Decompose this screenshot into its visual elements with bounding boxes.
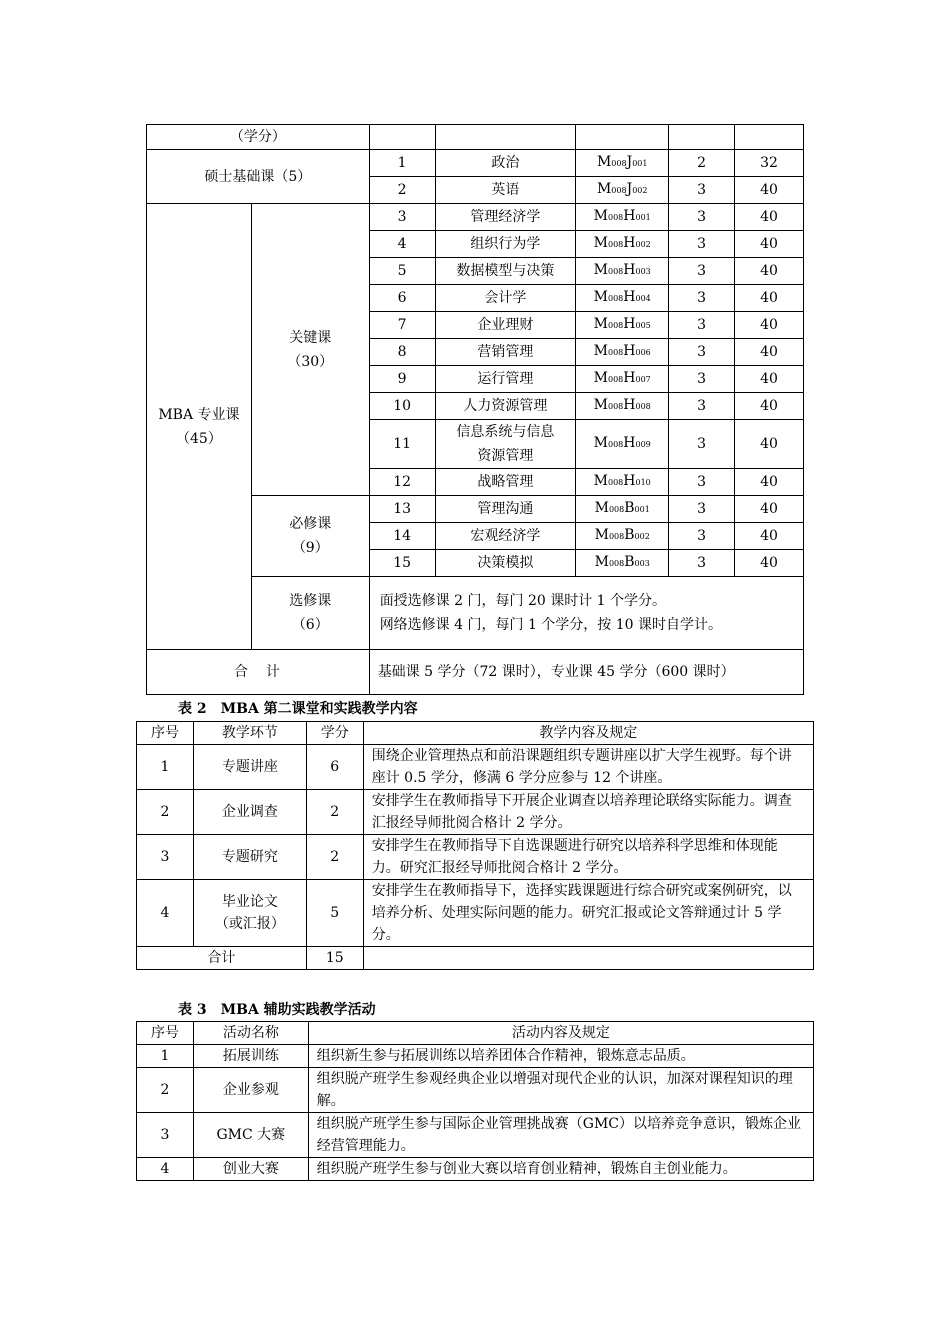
code-letter: H <box>623 435 636 451</box>
empty-cell <box>576 125 669 150</box>
section-credit: 2 <box>306 835 363 880</box>
course-name: 政治 <box>435 150 576 177</box>
elective-line: 网络选修课 4 门，每门 1 个学分，按 10 课时自学计。 <box>379 617 723 633</box>
course-hours: 40 <box>735 339 804 366</box>
code-sub: 001 <box>632 159 648 168</box>
column-header: 教学内容及规定 <box>363 722 813 745</box>
code-sub: 008 <box>608 375 624 384</box>
course-name: 宏观经济学 <box>435 523 576 550</box>
course-code <box>576 393 669 420</box>
course-name: 决策模拟 <box>435 550 576 577</box>
code-sub: 008 <box>608 532 625 541</box>
course-code <box>576 312 669 339</box>
table-row <box>137 835 814 880</box>
activity-content: 组织脱产班学生参观经典企业以增强对现代企业的认识，加深对课程知识的理解。 <box>308 1068 813 1113</box>
section-name: 专题研究 <box>193 835 306 880</box>
code-sub: 001 <box>634 505 650 514</box>
code-letter: H <box>623 262 636 278</box>
section-content: 围绕企业管理热点和前沿课题组织专题讲座以扩大学生视野。每个讲座计 0.5 学分，修满 6 学分应参与 12 个讲座。 <box>363 745 813 790</box>
mba-course-label <box>147 204 252 650</box>
activity-name: 拓展训练 <box>193 1045 308 1068</box>
course-no: 9 <box>369 366 435 393</box>
code-sub: 008 <box>608 267 624 276</box>
row-no: 1 <box>137 1045 194 1068</box>
course-credit: 3 <box>669 420 735 469</box>
course-name: 人力资源管理 <box>435 393 576 420</box>
course-hours: 40 <box>735 285 804 312</box>
code-letter: M <box>593 435 608 451</box>
code-letter: M <box>593 397 608 413</box>
code-letter: M <box>594 500 609 516</box>
code-sub: 001 <box>635 213 651 222</box>
course-hours: 40 <box>735 496 804 523</box>
elective-label-line: （6） <box>291 617 329 633</box>
key-label-line: 关键课 <box>289 329 332 346</box>
course-credit: 2 <box>669 150 735 177</box>
course-no: 10 <box>369 393 435 420</box>
course-name <box>435 420 576 469</box>
course-name: 营销管理 <box>435 339 576 366</box>
table-row <box>147 150 804 177</box>
practice-teaching-table <box>136 721 814 970</box>
column-header: 学分 <box>306 722 363 745</box>
table-row <box>137 790 814 835</box>
activity-name: GMC 大赛 <box>193 1113 308 1158</box>
course-no: 1 <box>369 150 435 177</box>
mba-label-line: （45） <box>176 430 222 447</box>
course-hours: 40 <box>735 523 804 550</box>
course-credit: 3 <box>669 312 735 339</box>
code-letter: J <box>626 154 633 170</box>
course-no: 13 <box>369 496 435 523</box>
course-no: 11 <box>369 420 435 469</box>
table-row <box>147 204 804 231</box>
course-code <box>576 523 669 550</box>
empty-cell <box>735 125 804 150</box>
course-name: 战略管理 <box>435 469 576 496</box>
code-letter: H <box>623 370 636 386</box>
row-no: 4 <box>137 880 194 947</box>
empty-cell <box>363 947 813 970</box>
course-code <box>576 285 669 312</box>
column-header: 序号 <box>137 1022 194 1045</box>
total-description: 基础课 5 学分（72 课时），专业课 45 学分（600 课时） <box>369 650 803 695</box>
course-name-line: 信息系统与信息 <box>456 424 555 440</box>
course-credit: 3 <box>669 258 735 285</box>
course-code <box>576 550 669 577</box>
code-sub: 008 <box>608 321 624 330</box>
course-credit: 3 <box>669 496 735 523</box>
total-credit: 15 <box>306 947 363 970</box>
course-hours: 40 <box>735 204 804 231</box>
course-credit: 3 <box>669 339 735 366</box>
row-no: 2 <box>137 790 194 835</box>
key-label-line: （30） <box>287 353 334 370</box>
row-no: 3 <box>137 835 194 880</box>
header-credit-cell: （学分） <box>147 125 370 150</box>
section-credit: 5 <box>306 880 363 947</box>
section-name-line: （或汇报） <box>214 916 285 932</box>
table3-caption: 表 3 MBA 辅助实践教学活动 <box>178 1002 376 1018</box>
code-letter: M <box>593 289 608 305</box>
code-sub: 004 <box>635 294 651 303</box>
course-code <box>576 177 669 204</box>
section-name <box>193 880 306 947</box>
code-letter: M <box>593 473 608 489</box>
course-no: 7 <box>369 312 435 339</box>
required-label-line: 必修课 <box>289 516 332 532</box>
course-credit: 3 <box>669 523 735 550</box>
course-no: 14 <box>369 523 435 550</box>
code-letter: M <box>594 554 609 570</box>
empty-cell <box>669 125 735 150</box>
row-no: 1 <box>137 745 194 790</box>
required-label-line: （9） <box>291 540 329 556</box>
course-code <box>576 258 669 285</box>
course-code <box>576 420 669 469</box>
code-sub: 008 <box>608 478 624 487</box>
table-row <box>147 650 804 695</box>
code-sub: 008 <box>608 505 625 514</box>
elective-line: 面授选修课 2 门，每门 20 课时计 1 个学分。 <box>379 593 667 609</box>
course-no: 2 <box>369 177 435 204</box>
row-no: 3 <box>137 1113 194 1158</box>
code-letter: H <box>623 316 636 332</box>
course-no: 4 <box>369 231 435 258</box>
empty-cell <box>435 125 576 150</box>
code-sub: 002 <box>632 186 648 195</box>
code-sub: 008 <box>611 186 627 195</box>
table-row <box>137 1068 814 1113</box>
code-letter: H <box>623 397 636 413</box>
code-sub: 009 <box>635 440 651 449</box>
course-credit: 3 <box>669 550 735 577</box>
code-letter: B <box>624 500 635 516</box>
key-course-label <box>251 204 369 496</box>
course-hours: 40 <box>735 393 804 420</box>
code-sub: 008 <box>608 559 625 568</box>
column-header: 活动名称 <box>193 1022 308 1045</box>
section-content: 安排学生在教师指导下开展企业调查以培养理论联络实际能力。调查汇报经导师批阅合格计 2 学分。 <box>363 790 813 835</box>
table-row <box>137 1045 814 1068</box>
course-hours: 32 <box>735 150 804 177</box>
course-name-line: 资源管理 <box>477 448 534 464</box>
code-letter: H <box>623 473 636 489</box>
elective-course-label <box>251 577 369 650</box>
column-header: 教学环节 <box>193 722 306 745</box>
row-no: 2 <box>137 1068 194 1113</box>
activity-content: 组织新生参与拓展训练以培养团体合作精神，锻炼意志品质。 <box>308 1045 813 1068</box>
table-header-row <box>137 722 814 745</box>
row-no: 4 <box>137 1158 194 1181</box>
course-no: 3 <box>369 204 435 231</box>
course-code <box>576 469 669 496</box>
table-row <box>137 880 814 947</box>
course-code <box>576 204 669 231</box>
course-no: 15 <box>369 550 435 577</box>
code-sub: 010 <box>635 478 651 487</box>
auxiliary-activities-table <box>136 1021 814 1181</box>
course-name: 英语 <box>435 177 576 204</box>
section-name: 企业调查 <box>193 790 306 835</box>
code-sub: 007 <box>635 375 651 384</box>
section-credit: 2 <box>306 790 363 835</box>
course-credit: 3 <box>669 204 735 231</box>
course-credit: 3 <box>669 231 735 258</box>
code-sub: 008 <box>608 294 624 303</box>
activity-name: 企业参观 <box>193 1068 308 1113</box>
course-name: 管理沟通 <box>435 496 576 523</box>
course-hours: 40 <box>735 469 804 496</box>
course-name: 企业理财 <box>435 312 576 339</box>
course-credit: 3 <box>669 285 735 312</box>
section-name-line: 毕业论文 <box>221 894 278 910</box>
code-letter: M <box>596 181 612 197</box>
table-header-row <box>137 1022 814 1045</box>
table-total-row <box>137 947 814 970</box>
table2-caption: 表 2 MBA 第二课堂和实践教学内容 <box>178 701 418 717</box>
course-name: 管理经济学 <box>435 204 576 231</box>
course-hours: 40 <box>735 258 804 285</box>
elective-label-line: 选修课 <box>289 593 332 609</box>
code-sub: 003 <box>634 559 650 568</box>
course-hours: 40 <box>735 420 804 469</box>
code-letter: M <box>593 262 608 278</box>
code-letter: H <box>623 235 636 251</box>
table-row <box>147 125 804 150</box>
course-hours: 40 <box>735 231 804 258</box>
course-credit: 3 <box>669 469 735 496</box>
code-sub: 008 <box>635 402 651 411</box>
course-credit: 3 <box>669 393 735 420</box>
activity-content: 组织脱产班学生参与国际企业管理挑战赛（GMC）以培养竞争意识，锻炼企业经营管理能力。 <box>308 1113 813 1158</box>
course-hours: 40 <box>735 366 804 393</box>
code-letter: M <box>593 370 608 386</box>
code-letter: J <box>626 181 633 197</box>
section-content: 安排学生在教师指导下自选课题进行研究以培养科学思维和体现能力。研究汇报经导师批阅合格计 2 学分。 <box>363 835 813 880</box>
section-credit: 6 <box>306 745 363 790</box>
code-letter: M <box>593 235 608 251</box>
activity-name: 创业大赛 <box>193 1158 308 1181</box>
code-sub: 008 <box>608 213 624 222</box>
course-name: 会计学 <box>435 285 576 312</box>
course-no: 6 <box>369 285 435 312</box>
total-label: 合计 <box>137 947 307 970</box>
code-letter: H <box>623 343 636 359</box>
course-code <box>576 366 669 393</box>
total-label: 合 计 <box>147 650 370 695</box>
code-sub: 008 <box>611 159 627 168</box>
course-code <box>576 496 669 523</box>
course-code <box>576 231 669 258</box>
code-sub: 006 <box>635 348 651 357</box>
section-name: 专题讲座 <box>193 745 306 790</box>
section-content: 安排学生在教师指导下，选择实践课题进行综合研究或案例研究，以培养分析、处理实际问题的能力。研究汇报或论文答辩通过计 5 学分。 <box>363 880 813 947</box>
code-sub: 008 <box>608 348 624 357</box>
code-letter: H <box>623 208 636 224</box>
course-hours: 40 <box>735 312 804 339</box>
code-letter: B <box>624 527 635 543</box>
table-row <box>137 1113 814 1158</box>
course-hours: 40 <box>735 550 804 577</box>
course-credit-table <box>146 124 804 695</box>
code-sub: 008 <box>608 402 624 411</box>
table-row <box>137 745 814 790</box>
course-credit: 3 <box>669 177 735 204</box>
column-header: 活动内容及规定 <box>308 1022 813 1045</box>
code-letter: M <box>596 154 612 170</box>
column-header: 序号 <box>137 722 194 745</box>
course-credit: 3 <box>669 366 735 393</box>
course-name: 数据模型与决策 <box>435 258 576 285</box>
course-name: 运行管理 <box>435 366 576 393</box>
activity-content: 组织脱产班学生参与创业大赛以培育创业精神，锻炼自主创业能力。 <box>308 1158 813 1181</box>
empty-cell <box>369 125 435 150</box>
code-letter: M <box>593 316 608 332</box>
code-letter: M <box>594 527 609 543</box>
elective-description <box>369 577 803 650</box>
mba-label-line: MBA 专业课 <box>158 406 240 423</box>
code-sub: 002 <box>635 240 651 249</box>
code-sub: 002 <box>634 532 650 541</box>
basic-course-label: 硕士基础课（5） <box>147 150 370 204</box>
course-no: 12 <box>369 469 435 496</box>
course-name: 组织行为学 <box>435 231 576 258</box>
course-no: 8 <box>369 339 435 366</box>
code-sub: 008 <box>608 240 624 249</box>
code-letter: M <box>593 343 608 359</box>
course-hours: 40 <box>735 177 804 204</box>
course-code <box>576 339 669 366</box>
code-letter: H <box>623 289 636 305</box>
required-course-label <box>251 496 369 577</box>
code-sub: 008 <box>608 440 624 449</box>
course-code <box>576 150 669 177</box>
course-no: 5 <box>369 258 435 285</box>
code-sub: 005 <box>635 321 651 330</box>
table-row <box>137 1158 814 1181</box>
code-sub: 003 <box>635 267 651 276</box>
code-letter: M <box>593 208 608 224</box>
code-letter: B <box>624 554 635 570</box>
